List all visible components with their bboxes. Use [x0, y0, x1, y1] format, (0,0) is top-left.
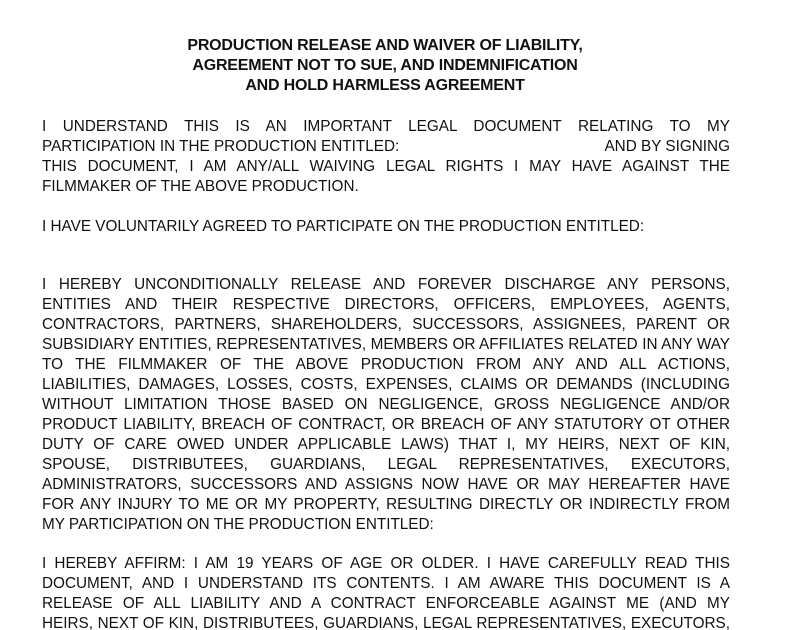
paragraph-line: RELEASE OF ALL LIABILITY AND A CONTRACT ENFORCEABLE AGAINST ME (AND MY [42, 595, 730, 612]
signing-text: AND BY SIGNING [604, 138, 730, 155]
paragraph-understanding [42, 117, 730, 197]
paragraph-line: HEIRS, NEXT OF KIN, DISTRIBUTEES, GUARDIANS, LEGAL REPRESENTATIVES, EXECUTORS, [42, 615, 730, 630]
paragraph-voluntary [42, 217, 730, 237]
paragraph-line-with-blank [42, 137, 730, 157]
paragraph-line: ENTITIES AND THEIR RESPECTIVE DIRECTORS, OFFICERS, EMPLOYEES, AGENTS, [42, 296, 730, 313]
paragraph-line: I HAVE VOLUNTARILY AGREED TO PARTICIPATE ON THE PRODUCTION ENTITLED: [42, 218, 645, 235]
title-line-2: AGREEMENT NOT TO SUE, AND INDEMNIFICATION [192, 57, 578, 74]
paragraph-affirmation [42, 554, 730, 630]
paragraph-line: TO THE FILMMAKER OF THE ABOVE PRODUCTION FROM ANY AND ALL ACTIONS, [42, 356, 730, 373]
paragraph-line: SUBSIDIARY ENTITIES, REPRESENTATIVES, MEMBERS OR AFFILIATES RELATED IN ANY WAY [42, 336, 730, 353]
paragraph-release [42, 275, 730, 535]
paragraph-line: ADMINISTRATORS, SUCCESSORS AND ASSIGNS NOW HAVE OR MAY HEREAFTER HAVE [42, 476, 730, 493]
paragraph-line: MY PARTICIPATION ON THE PRODUCTION ENTITLED: [42, 516, 434, 533]
paragraph-line: DOCUMENT, AND I UNDERSTAND ITS CONTENTS. I AM AWARE THIS DOCUMENT IS A [42, 575, 730, 592]
document-title [0, 36, 770, 96]
paragraph-line: CONTRACTORS, PARTNERS, SHAREHOLDERS, SUCCESSORS, ASSIGNEES, PARENT OR [42, 316, 730, 333]
participation-text: PARTICIPATION IN THE PRODUCTION ENTITLED: [42, 138, 400, 155]
paragraph-line: SPOUSE, DISTRIBUTEES, GUARDIANS, LEGAL REPRESENTATIVES, EXECUTORS, [42, 456, 730, 473]
title-line-3: AND HOLD HARMLESS AGREEMENT [245, 77, 525, 94]
paragraph-line: I UNDERSTAND THIS IS AN IMPORTANT LEGAL DOCUMENT RELATING TO MY [42, 118, 730, 135]
paragraph-line: LIABILITIES, DAMAGES, LOSSES, COSTS, EXPENSES, CLAIMS OR DEMANDS (INCLUDING [42, 376, 730, 393]
paragraph-line: THIS DOCUMENT, I AM ANY/ALL WAIVING LEGAL RIGHTS I MAY HAVE AGAINST THE [42, 158, 730, 175]
paragraph-line: FOR ANY INJURY TO ME OR MY PROPERTY, RESULTING DIRECTLY OR INDIRECTLY FROM [42, 496, 730, 513]
paragraph-line: DUTY OF CARE OWED UNDER APPLICABLE LAWS) THAT I, MY HEIRS, NEXT OF KIN, [42, 436, 730, 453]
paragraph-line: I HEREBY UNCONDITIONALLY RELEASE AND FOREVER DISCHARGE ANY PERSONS, [42, 276, 730, 293]
paragraph-line: WITHOUT LIMITATION THOSE BASED ON NEGLIGENCE, GROSS NEGLIGENCE AND/OR [42, 396, 730, 413]
paragraph-line: I HEREBY AFFIRM: I AM 19 YEARS OF AGE OR OLDER. I HAVE CAREFULLY READ THIS [42, 555, 730, 572]
paragraph-line: PRODUCT LIABILITY, BREACH OF CONTRACT, OR BREACH OF ANY STATUTORY OT OTHER [42, 416, 730, 433]
title-line-1: PRODUCTION RELEASE AND WAIVER OF LIABILITY, [187, 37, 583, 54]
paragraph-line: FILMMAKER OF THE ABOVE PRODUCTION. [42, 178, 359, 195]
